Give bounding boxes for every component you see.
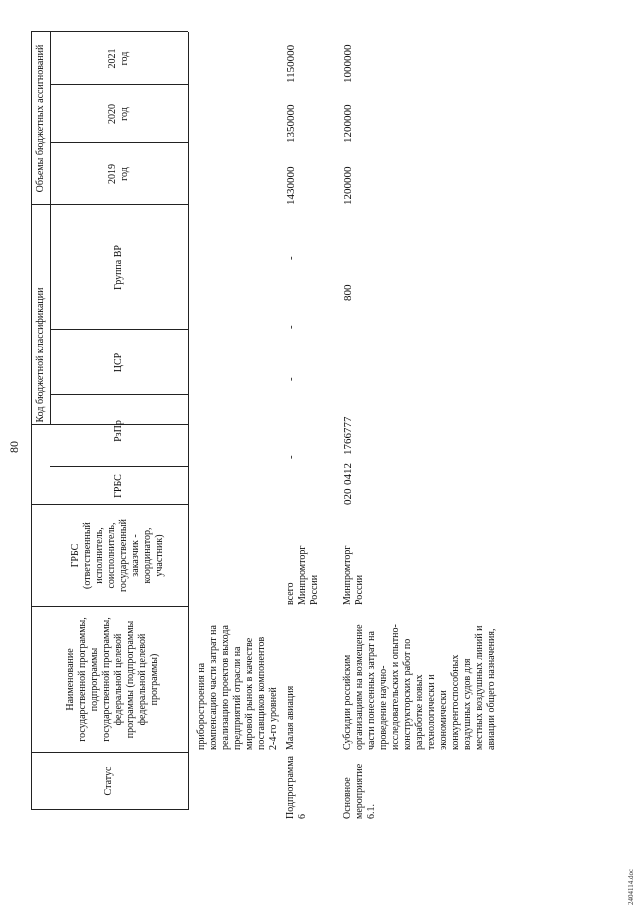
subheader-year-2021: 2021 год — [107, 48, 130, 69]
row-1-value-2020: 1350000 — [285, 104, 297, 143]
row-2-value-2021: 1000000 — [342, 44, 354, 83]
subheader-csr: ЦСР — [113, 352, 124, 373]
row-1-code-rzpr: - — [285, 377, 297, 381]
row-2-status: Основное мероприятие 6.1. — [342, 763, 377, 819]
row-1-grbs: всего Минпромторг России — [285, 545, 320, 605]
row-2-value-2020: 1200000 — [342, 104, 354, 143]
table-subheader-line-volumes — [50, 32, 51, 205]
row-1-code-grbs: - — [285, 455, 297, 459]
row-1-code-csr: - — [285, 325, 297, 329]
row-2-code-grbs: 020 — [342, 488, 354, 505]
subheader-group-vr: Группа ВР — [113, 245, 124, 290]
row-1-name: Малая авиация — [285, 685, 296, 750]
table-header-bottom-border — [188, 32, 189, 810]
footer-file-code: 2404114.doc — [627, 868, 635, 905]
subheader-grbs: ГРБС — [113, 474, 124, 498]
subheader-year-2020: 2020 год — [107, 104, 130, 124]
table-left-border — [31, 809, 188, 810]
row-2-code-csr: 1766777 — [342, 416, 354, 455]
row-2-name: Субсидии российским организациям на возмещение части понесенных затрат на проведение научно- исследовательских и опытно- конструкторских работ по разработке новых технологически и экономически конкурентоспособных воздушных судов для местных воздушных линий и авиации общего назначения, — [342, 624, 497, 750]
col-divider-codes-volumes — [31, 424, 188, 425]
subheader-year-2019: 2019 год — [107, 164, 130, 184]
header-name: Наименование государственной программы, подпрограммы государственной программы, федеральной целевой программы (подпрограммы федеральной целевой программы) — [65, 617, 160, 742]
subheader-rzpr: РзПр — [113, 420, 124, 442]
row-1-value-2021: 1150000 — [285, 44, 297, 83]
header-grbs: ГРБС (ответственный исполнитель, соисполнитель, государственный заказчик - координатор, участник) — [70, 519, 165, 592]
header-budget-code: Код бюджетной классификации — [35, 287, 46, 423]
header-status: Статус — [103, 766, 114, 796]
table-subheader-line-codes — [50, 205, 51, 425]
row-1-value-2019: 1430000 — [285, 166, 297, 205]
row-1-status: Подпрограмма 6 — [285, 756, 308, 819]
table-top-border — [31, 32, 32, 810]
row-2-grbs: Минпромторг России — [342, 545, 365, 605]
page-number: 80 — [7, 441, 21, 453]
row-1-code-vr: - — [285, 256, 297, 260]
row-2-code-rzpr: 0412 — [342, 463, 354, 485]
header-budget-volume: Объемы бюджетных ассигнований — [35, 44, 46, 193]
row-2-value-2019: 1200000 — [342, 166, 354, 205]
row-0-name: приборостроения на компенсацию части затрат на реализацию проектов выхода предприятий отрасли на мировой рынок в качестве поставщиков компонентов 2-4-го уровней — [196, 625, 279, 750]
row-2-code-vr: 800 — [342, 284, 354, 301]
